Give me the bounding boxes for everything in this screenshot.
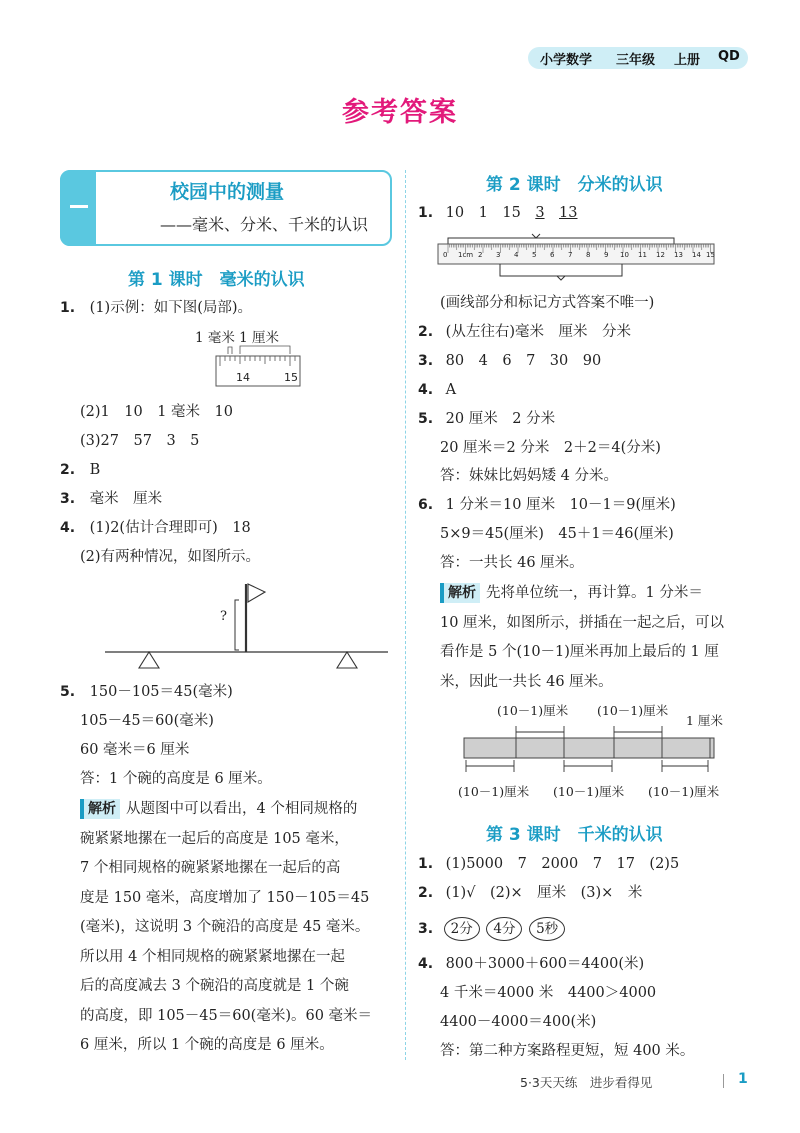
l1-q2 [60,460,100,480]
analysis-line: 度是 150 毫米，高度增加了 150－105＝45 [80,889,370,906]
ruler2-tick-label: 12 [656,251,665,259]
l1-q4 [60,518,251,538]
l2-q5 [418,409,555,429]
l3-q4-l2: 4 千米＝4000 米 4400＞4000 [440,985,657,1001]
analysis-line: 7 个相同规格的碗紧紧地摞在一起后的高 [80,860,341,876]
analysis-line: 所以用 4 个相同规格的碗紧紧地摞在一起 [80,948,345,965]
analysis-tag: 解析 [440,583,480,603]
q-number: 6. [418,497,434,513]
analysis-line: 看作是 5 个(10－1)厘米再加上最后的 1 厘 [440,644,719,660]
answer-text: (1)5000 7 2000 7 17 (2)5 [445,856,680,872]
answer-text: 150－105＝45(毫米) [89,684,233,700]
answer-text: (1)2(估计合理即可) 18 [89,520,251,536]
analysis-line: (毫米)，这说明 3 个碗沿的高度是 45 毫米。 [80,919,370,935]
ruler1-tick-15: 15 [284,371,298,384]
analysis-tag: 解析 [80,799,120,819]
header-grade: 三年级 [616,53,656,68]
l3-q4 [418,954,644,974]
l2-q5-l2: 20 厘米＝2 分米 2＋2＝4(分米) [440,440,661,456]
footer-slogan: 5·3天天练 进步看得见 [520,1075,653,1090]
ruler1-tick-14: 14 [236,371,250,384]
l2-q6 [418,495,676,515]
answer-text: (1)示例：如下图(局部)。 [89,300,253,316]
q-number: 3. [418,353,434,369]
l3-q2 [418,883,642,903]
q-number: 1. [418,205,434,221]
analysis-line: 米，因此一共长 46 厘米。 [440,673,613,690]
analysis-line: 6 厘米，所以 1 个碗的高度是 6 厘米。 [80,1037,334,1053]
unit-title: 校园中的测量 [170,181,285,203]
ruler2-tick-label: 13 [674,251,683,259]
strip-label: (10－1)厘米 [553,784,625,799]
ruler2-tick-label: 2 [478,251,483,259]
l2-analysis [440,579,760,697]
analysis-line: 的高度，即 105－45＝60(毫米)。60 毫米＝ [80,1007,373,1024]
strip-label: (10－1)厘米 [597,703,669,718]
analysis-line: 解析 先将单位统一，再计算。1 分米＝ [440,579,760,609]
q-number: 1. [60,300,76,316]
column-divider [405,170,406,1060]
l3-q1 [418,854,679,874]
page-number: 1 [738,1071,748,1087]
flag-height-question: ? [220,609,227,624]
q-number: 3. [418,921,434,937]
ruler2-tick-label: 9 [604,251,609,259]
l1-q5-l4: 答：1 个碗的高度是 6 厘米。 [80,771,272,787]
ruler2-tick-label: 15 [706,251,715,259]
answer-text: 800＋3000＋600＝4400(米) [445,956,645,972]
l3-q3 [418,917,567,941]
l2-q5-l3: 答：妹妹比妈妈矮 4 分米。 [440,468,618,484]
header-bar [528,47,748,69]
ruler1-label: 1 毫米 1 厘米 [195,330,280,346]
unit-subtitle: ——毫米、分米、千米的认识 [160,215,369,234]
strip-label: 1 厘米 [686,713,723,728]
l2-q4 [418,380,456,400]
l1-q4-b: (2)有两种情况，如图所示。 [80,549,261,565]
l1-q5 [60,682,233,702]
header-edition: QD [718,49,740,64]
answer-text: (从左往右)毫米 厘米 分米 [445,324,631,340]
ruler2-tick-label: 1cm [458,251,474,259]
q-number: 4. [418,382,434,398]
header-volume: 上册 [674,53,701,68]
ruler2-tick-label: 6 [550,251,555,259]
q-number: 4. [418,956,434,972]
flag-figure [105,578,390,673]
l2-q3 [418,351,601,371]
answer-underlined: 13 [559,205,578,221]
lesson1-title: 第 1 课时 毫米的认识 [128,270,305,290]
l1-q5-l2: 105－45＝60(毫米) [80,713,214,729]
answer-text: 20 厘米 2 分米 [445,411,556,427]
q-number: 3. [60,491,76,507]
lesson3-title: 第 3 课时 千米的认识 [486,825,663,845]
analysis-line: 10 厘米，如图所示，拼插在一起之后，可以 [440,614,725,631]
lesson2-title: 第 2 课时 分米的认识 [486,175,663,195]
answer-text: B [89,462,101,478]
ruler2-tick-label: 4 [514,251,519,259]
strip-label: (10－1)厘米 [458,784,530,799]
ruler2-tick-label: 7 [568,251,573,259]
q-number: 1. [418,856,434,872]
q-number: 4. [60,520,76,536]
l2-q1: 1. 10 1 15 3 13 [418,205,578,221]
answer-text: 毫米 厘米 [89,491,163,507]
analysis-line: 解析 从题图中可以看出，4 个相同规格的 [80,795,392,825]
header-subject: 小学数学 [540,53,593,68]
l2-q6-l3: 答：一共长 46 厘米。 [440,555,584,571]
answer-text: 1 分米＝10 厘米 10－1＝9(厘米) [445,497,676,513]
answer-text: A [445,382,457,398]
q-number: 2. [418,324,434,340]
footer-divider [723,1074,724,1088]
unit-number-mark [70,205,88,208]
l1-q1 [60,298,252,318]
unit-tab [60,170,96,246]
q-number: 2. [418,885,434,901]
strip-label: (10－1)厘米 [648,784,720,799]
answer-text: (1)√ (2)× 厘米 (3)× 米 [445,885,643,901]
l2-q6-l2: 5×9＝45(厘米) 45＋1＝46(厘米) [440,526,674,542]
l3-q4-l3: 4400－4000＝400(米) [440,1014,597,1030]
q-number: 5. [418,411,434,427]
q-number: 5. [60,684,76,700]
ruler2-tick-label: 10 [620,251,629,259]
ruler2-tick-label: 3 [496,251,501,259]
circled-answer: 5秒 [529,917,565,941]
ruler2-tick-label: 5 [532,251,537,259]
l1-q5-l3: 60 毫米＝6 厘米 [80,742,190,758]
page-title: 参考答案 [342,97,458,128]
strip-label: (10－1)厘米 [497,703,569,718]
ruler2-tick-label: 8 [586,251,591,259]
q-number: 2. [60,462,76,478]
l2-q2 [418,322,631,342]
l1-q3 [60,489,162,509]
answer-text: 80 4 6 7 30 90 [445,353,602,369]
ruler2-tick-labels [436,251,718,263]
analysis-line: 碗紧紧地摞在一起后的高度是 105 毫米， [80,830,349,847]
strips-figure [460,718,722,780]
ruler2-tick-label: 0 [443,251,448,259]
l1-q1-c: (3)27 57 3 5 [80,433,200,449]
ruler2-tick-label: 11 [638,251,647,259]
circled-answer: 2分 [444,917,480,941]
circled-answer: 4分 [486,917,522,941]
ruler2-tick-label: 14 [692,251,701,259]
l3-q4-l4: 答：第二种方案路程更短，短 400 米。 [440,1043,695,1059]
analysis-line: 后的高度减去 3 个碗沿的高度就是 1 个碗 [80,978,349,994]
l1-q1-b: (2)1 10 1 毫米 10 [80,404,234,420]
answer-underlined: 3 [535,205,545,221]
l1-analysis [80,795,392,1061]
l2-q1-note: (画线部分和标记方式答案不唯一) [440,295,655,311]
